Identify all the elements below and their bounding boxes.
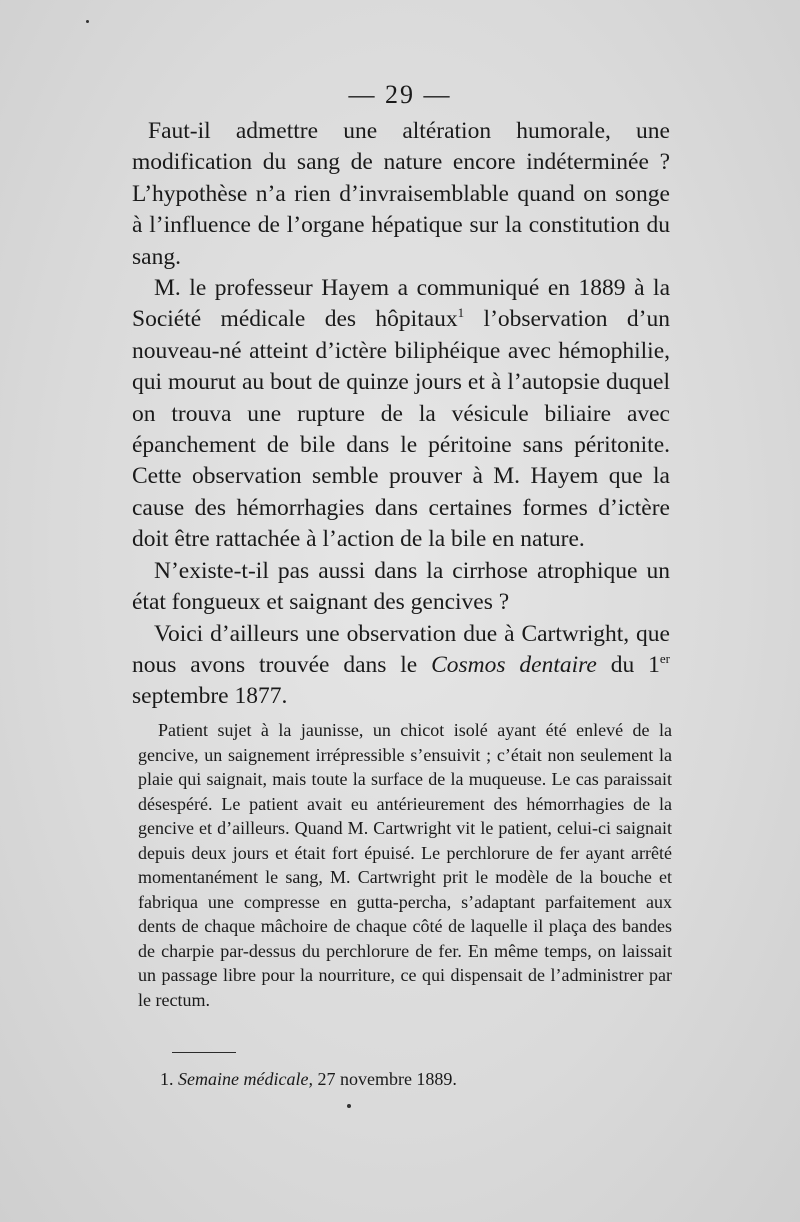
footnote-divider — [172, 1052, 236, 1053]
paragraph-cirrhose: N’existe-t-il pas aussi dans la cirrhose atrophique un état fongueux et saignant des gencives ? — [132, 557, 670, 616]
journal-title: Cosmos dentaire — [431, 651, 597, 678]
cartwright-text-middle: du 1 — [596, 651, 660, 678]
cartwright-text-start: Voici d’ailleurs une observation due à Cartwright, que nous avons trouvée dans le — [132, 620, 670, 678]
cartwright-text-end: septembre 1877. — [132, 683, 288, 710]
quote-paragraph: Patient sujet à la jaunisse, un chicot isolé ayant été enlevé de la gencive, un saignement irrépressible s’ensuivit ; c’était non seulement la plaie qui saignait, mais toute la surface de la muqueuse. Le cas paraissait désespéré. Le patient avait eu antérieurement des hémorrhagies de la gencive et d’ailleurs. Quand M. Cartwright vit le patient, celui-ci saignait depuis deux jours et était fort épuisé. Le perchlorure de fer ayant arrêté momentanément le sang, M. Cartwright prit le modèle de la bouche et fabriqua une compresse en gutta-percha, s’adaptant parfaitement aux dents de chaque mâchoire de chaque côté de laquelle il plaça des bandes de charpie par-dessus du perchlorure de fer. En même temps, on laissait un passage libre pour la nourriture, ce qui dispensait de l’administrer par le rectum. — [138, 720, 672, 1010]
paper-speck — [86, 20, 89, 23]
footnote-reference: 1 — [457, 305, 465, 321]
paragraph-hayem — [132, 273, 670, 556]
ordinal-superscript: er — [659, 650, 670, 666]
footnote-number: 1. — [160, 1069, 178, 1089]
paragraph-cartwright — [132, 619, 670, 713]
paper-speck — [347, 1104, 351, 1108]
page-number: — 29 — — [348, 80, 452, 109]
hayem-text-start: M. le professeur Hayem a communiqué en 1889 à la Société médicale des hôpitaux — [132, 275, 670, 333]
footnote-date: 27 novembre 1889. — [312, 1069, 457, 1089]
footnote — [160, 1067, 660, 1091]
main-text — [132, 116, 670, 713]
hayem-text-end: l’observation d’un nouveau-né atteint d’ictère biliphéique avec hémophilie, qui mourut au bout de quinze jours et à l’autopsie duquel on trouva une rupture de la vésicule biliaire avec épanchement de bile dans le péritoine sans péritonite. Cette observation semble prouver à M. Hayem que la cause des hémorrhagies dans certaines formes d’ictère doit être rattachée à l’action de la bile en nature. — [132, 306, 670, 553]
footnote-source: Semaine médicale, — [178, 1069, 313, 1089]
paragraph-altération: Faut-il admettre une altération humorale, une modification du sang de nature encore indéterminée ? L’hypothèse n’a rien d’invraisemblable quand on songe à l’influence de l’organe hépatique sur la constitution du sang. — [132, 118, 670, 270]
quoted-observation — [138, 718, 672, 1012]
